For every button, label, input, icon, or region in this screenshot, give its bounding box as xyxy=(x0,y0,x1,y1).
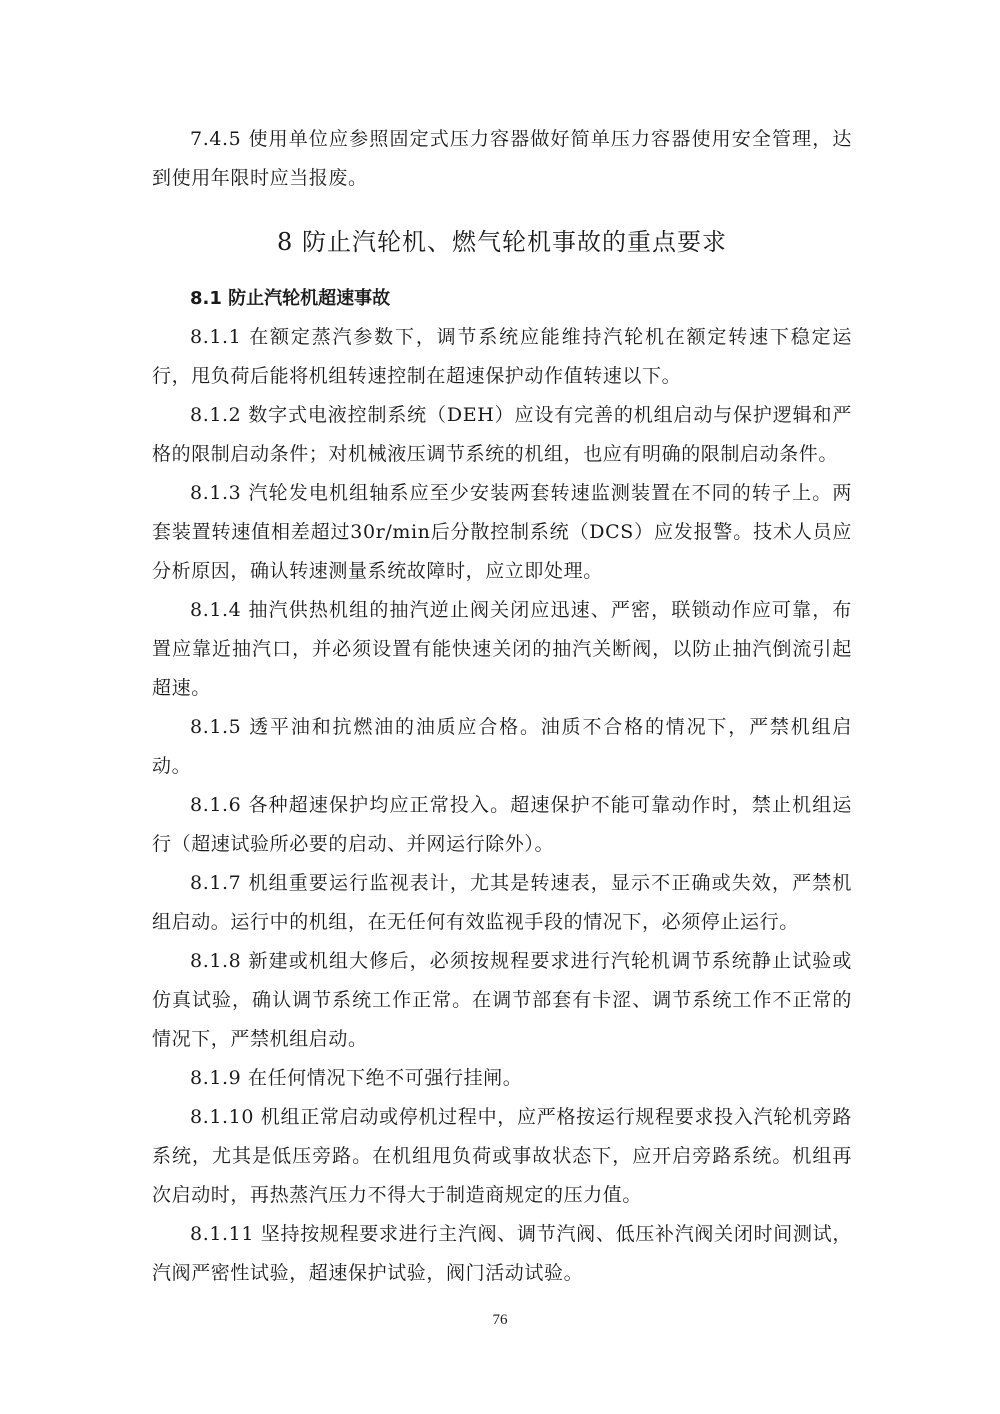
paragraph-8-1-3: 8.1.3 汽轮发电机组轴系应至少安装两套转速监测装置在不同的转子上。两套装置转速值相差超过30r/min后分散控制系统（DCS）应发报警。技术人员应分析原因，确认转速测量系统故障时，应立即处理。 xyxy=(152,482,852,582)
section-title: 8.1 防止汽轮机超速事故 xyxy=(190,288,391,309)
paragraph-8-1-10: 8.1.10 机组正常启动或停机过程中，应严格按运行规程要求投入汽轮机旁路系统，尤其是低压旁路。在机组甩负荷或事故状态下，应开启旁路系统。机组再次启动时，再热蒸汽压力不得大于制造商规定的压力值。 xyxy=(152,1106,852,1206)
paragraph-8-1-6: 8.1.6 各种超速保护均应正常投入。超速保护不能可靠动作时，禁止机组运行（超速试验所必要的启动、并网运行除外）。 xyxy=(152,794,852,855)
paragraph-8-1-9: 8.1.9 在任何情况下绝不可强行挂闸。 xyxy=(190,1067,523,1089)
paragraph-8-1-1: 8.1.1 在额定蒸汽参数下，调节系统应能维持汽轮机在额定转速下稳定运行，甩负荷后能将机组转速控制在超速保护动作值转速以下。 xyxy=(152,326,852,387)
paragraph-8-1-4: 8.1.4 抽汽供热机组的抽汽逆止阀关闭应迅速、严密，联锁动作应可靠，布置应靠近抽汽口，并必须设置有能快速关闭的抽汽关断阀，以防止抽汽倒流引起超速。 xyxy=(152,599,852,699)
paragraph-7-4-5: 7.4.5 使用单位应参照固定式压力容器做好简单压力容器使用安全管理，达到使用年限时应当报废。 xyxy=(152,128,852,189)
document-body xyxy=(152,120,852,1293)
paragraph-8-1-11: 8.1.11 坚持按规程要求进行主汽阀、调节汽阀、低压补汽阀关闭时间测试，汽阀严密性试验，超速保护试验，阀门活动试验。 xyxy=(152,1223,852,1284)
paragraph-8-1-5: 8.1.5 透平油和抗燃油的油质应合格。油质不合格的情况下，严禁机组启动。 xyxy=(152,716,852,777)
paragraph-8-1-2: 8.1.2 数字式电液控制系统（DEH）应设有完善的机组启动与保护逻辑和严格的限制启动条件；对机械液压调节系统的机组，也应有明确的限制启动条件。 xyxy=(152,404,852,465)
chapter-title: 8 防止汽轮机、燃气轮机事故的重点要求 xyxy=(277,228,727,256)
paragraph-8-1-7: 8.1.7 机组重要运行监视表计，尤其是转速表，显示不正确或失效，严禁机组启动。运行中的机组，在无任何有效监视手段的情况下，必须停止运行。 xyxy=(152,872,852,933)
paragraph-8-1-8: 8.1.8 新建或机组大修后，必须按规程要求进行汽轮机调节系统静止试验或仿真试验，确认调节系统工作正常。在调节部套有卡涩、调节系统工作不正常的情况下，严禁机组启动。 xyxy=(152,950,852,1050)
page-number: 76 xyxy=(492,1312,508,1328)
